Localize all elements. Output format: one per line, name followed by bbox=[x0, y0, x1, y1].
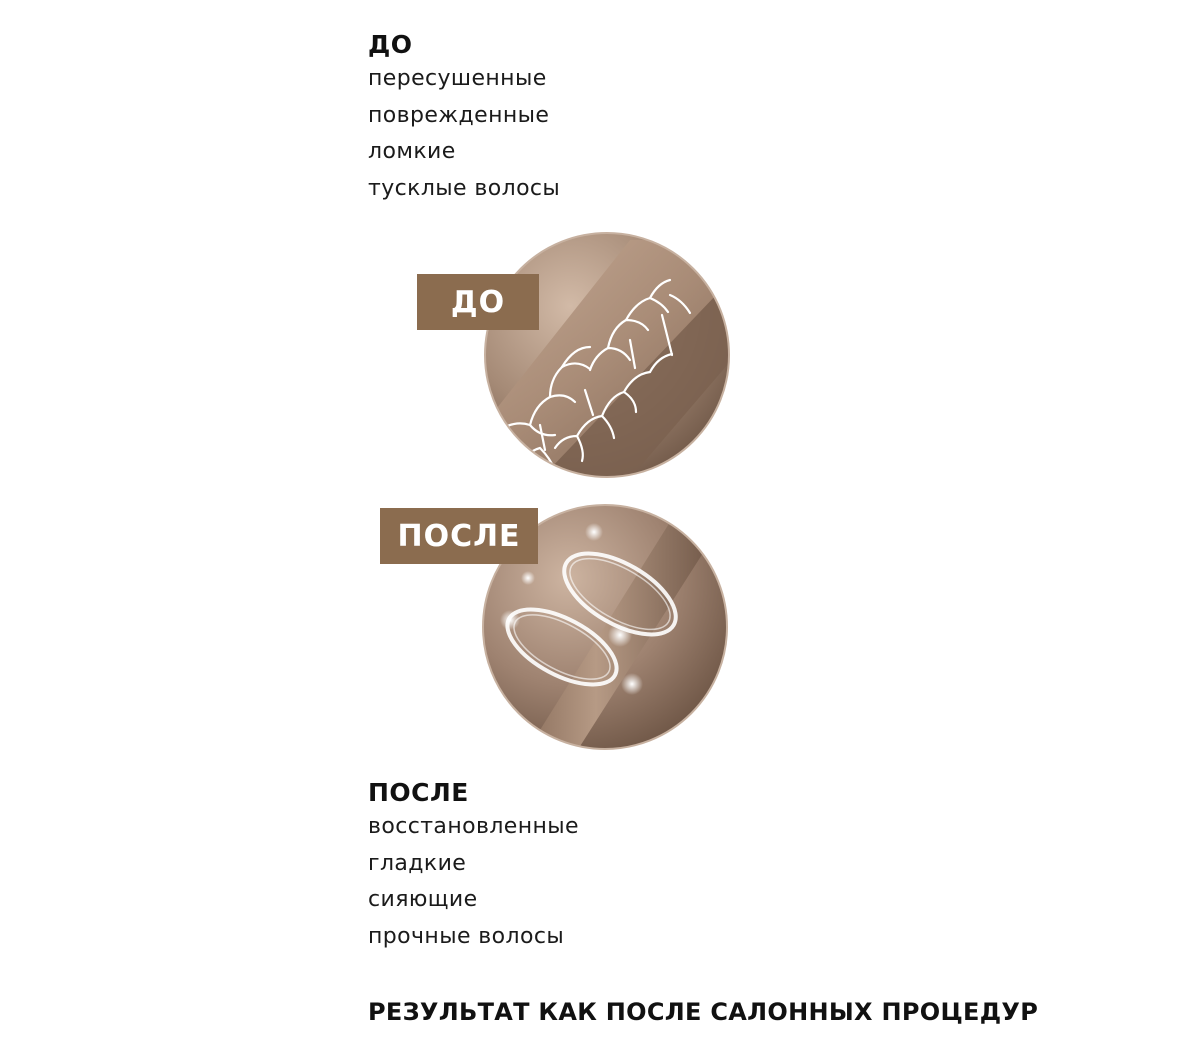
after-heading: ПОСЛЕ bbox=[368, 778, 469, 807]
after-section bbox=[368, 777, 579, 955]
before-line: поврежденные bbox=[368, 102, 550, 128]
after-line: прочные волосы bbox=[368, 923, 565, 949]
damaged-hair-circle-icon bbox=[380, 230, 740, 480]
before-line: тусклые волосы bbox=[368, 175, 561, 201]
restored-hair-illustration bbox=[380, 502, 740, 752]
after-tag: ПОСЛЕ bbox=[380, 508, 538, 564]
before-line: ломкие bbox=[368, 139, 456, 164]
after-line: сияющие bbox=[368, 887, 478, 912]
before-tag: ДО bbox=[417, 274, 539, 330]
before-line: пересушенные bbox=[368, 66, 547, 91]
damaged-hair-illustration bbox=[380, 230, 740, 480]
before-heading: ДО bbox=[368, 30, 413, 59]
result-statement: РЕЗУЛЬТАТ КАК ПОСЛЕ САЛОННЫХ ПРОЦЕДУР bbox=[368, 998, 1039, 1026]
after-line: гладкие bbox=[368, 850, 467, 876]
after-line: восстановленные bbox=[368, 814, 579, 839]
before-section bbox=[368, 29, 560, 207]
